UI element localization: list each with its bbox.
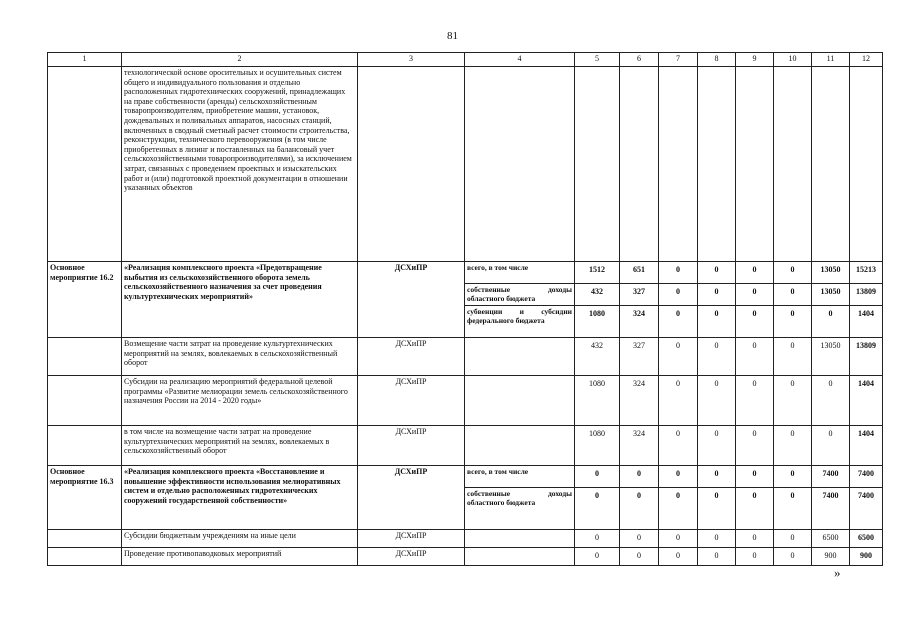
column-header: 3 xyxy=(358,53,465,67)
empty-cell xyxy=(358,67,465,262)
value-cell: 0 xyxy=(659,284,698,306)
value-cell: 432 xyxy=(575,284,620,306)
value-cell: 324 xyxy=(620,306,659,338)
funding-source xyxy=(465,466,575,488)
column-header: 12 xyxy=(850,53,883,67)
value-cell: 0 xyxy=(774,466,812,488)
executor: ДСХиПР xyxy=(358,466,465,530)
value-cell: 0 xyxy=(620,488,659,530)
empty-cell xyxy=(48,338,122,376)
value-cell: 0 xyxy=(812,376,850,426)
value-cell: 0 xyxy=(774,262,812,284)
funding-source-line: областного бюджета xyxy=(467,498,536,507)
value-cell: 15213 xyxy=(850,262,883,284)
value-cell: 1404 xyxy=(850,306,883,338)
header-row xyxy=(48,53,883,67)
value-cell: 0 xyxy=(659,466,698,488)
empty-cell xyxy=(659,67,698,262)
value-cell: 0 xyxy=(659,376,698,426)
value-cell: 0 xyxy=(736,338,774,376)
budget-table xyxy=(47,52,883,566)
closing-quote: » xyxy=(834,565,841,580)
executor: ДСХиПР xyxy=(358,338,465,376)
value-cell: 0 xyxy=(812,426,850,466)
column-header: 6 xyxy=(620,53,659,67)
empty-cell xyxy=(465,67,575,262)
value-cell: 0 xyxy=(736,426,774,466)
table-row xyxy=(48,376,883,426)
value-cell: 0 xyxy=(575,488,620,530)
value-cell: 0 xyxy=(774,488,812,530)
funding-source-line: субвенции и субсидии xyxy=(467,307,572,316)
executor: ДСХиПР xyxy=(358,262,465,338)
activity-title: «Реализация комплексного проекта «Восстановление и повышение эффективности использования мелиоративных систем и отдельно расположенных гидротехнических сооружений государственной собственности» xyxy=(122,466,358,530)
empty-cell xyxy=(48,376,122,426)
value-cell: 0 xyxy=(736,262,774,284)
column-header: 4 xyxy=(465,53,575,67)
empty-cell xyxy=(465,426,575,466)
value-cell: 0 xyxy=(774,530,812,548)
value-cell: 0 xyxy=(659,338,698,376)
value-cell: 0 xyxy=(698,548,736,566)
value-cell: 327 xyxy=(620,338,659,376)
funding-source-line: областного бюджета xyxy=(467,294,536,303)
executor: ДСХиПР xyxy=(358,548,465,566)
value-cell: 0 xyxy=(698,488,736,530)
empty-cell xyxy=(48,426,122,466)
value-cell: 900 xyxy=(850,548,883,566)
funding-source-line: всего, в том числе xyxy=(467,467,529,476)
value-cell: 0 xyxy=(736,376,774,426)
value-cell: 900 xyxy=(812,548,850,566)
value-cell: 7400 xyxy=(850,466,883,488)
funding-source xyxy=(465,284,575,306)
value-cell: 0 xyxy=(774,548,812,566)
value-cell: 0 xyxy=(774,426,812,466)
table-row xyxy=(48,426,883,466)
value-cell: 0 xyxy=(698,426,736,466)
value-cell: 0 xyxy=(698,262,736,284)
table-row xyxy=(48,530,883,548)
value-cell: 651 xyxy=(620,262,659,284)
activity-title: «Реализация комплексного проекта «Предотвращение выбытия из сельскохозяйственного оборота земель сельскохозяйственного назначения за счет проведения культуртехнических мероприятий» xyxy=(122,262,358,338)
empty-cell xyxy=(774,67,812,262)
item-text: Проведение противопаводковых мероприятий xyxy=(122,548,358,566)
value-cell: 7400 xyxy=(850,488,883,530)
funding-source-line: всего, в том числе xyxy=(467,263,529,272)
funding-source xyxy=(465,306,575,338)
value-cell: 0 xyxy=(659,426,698,466)
empty-cell xyxy=(620,67,659,262)
empty-cell xyxy=(48,67,122,262)
value-cell: 0 xyxy=(659,530,698,548)
value-cell: 0 xyxy=(774,338,812,376)
value-cell: 0 xyxy=(575,548,620,566)
value-cell: 0 xyxy=(698,284,736,306)
column-header: 2 xyxy=(122,53,358,67)
funding-source-line: собственные доходы xyxy=(467,285,572,294)
empty-cell xyxy=(465,530,575,548)
column-header: 11 xyxy=(812,53,850,67)
item-text: в том числе на возмещение части затрат на проведение культуртехнических мероприятий на землях, вовлекаемых в сельскохозяйственный оборот xyxy=(122,426,358,466)
column-header: 8 xyxy=(698,53,736,67)
table-row xyxy=(48,262,883,284)
funding-source-line: собственные доходы xyxy=(467,489,572,498)
table-row xyxy=(48,548,883,566)
value-cell: 0 xyxy=(620,548,659,566)
table-row xyxy=(48,466,883,488)
column-header: 10 xyxy=(774,53,812,67)
executor: ДСХиПР xyxy=(358,376,465,426)
value-cell: 1080 xyxy=(575,426,620,466)
empty-cell xyxy=(850,67,883,262)
empty-cell xyxy=(812,67,850,262)
value-cell: 0 xyxy=(812,306,850,338)
continuation-text: технологической основе оросительных и осушительных систем общего и индивидуального пользования и отдельно расположенных гидротехнических сооружений, принадлежащих на праве собственности (аренды) сельскохозяйственным товаропроизводителям, приобретение машин, установок, дождевальных и поливальных аппаратов, насосных станций, включенных в сводный сметный расчет стоимости строительства, реконструкции, технического перевооружения (в том числе приобретенных в лизинг и поставленных на балансовый учет сельскохозяйственными товаропроизводителями), за исключением затрат, связанных с проведением проектных и изыскательских работ и (или) подготовкой проектной документации в отношении указанных объектов xyxy=(122,67,358,262)
value-cell: 0 xyxy=(736,530,774,548)
value-cell: 0 xyxy=(736,466,774,488)
activity-label: Основное мероприятие 16.2 xyxy=(48,262,122,338)
value-cell: 0 xyxy=(659,306,698,338)
value-cell: 0 xyxy=(698,338,736,376)
value-cell: 0 xyxy=(736,306,774,338)
value-cell: 1512 xyxy=(575,262,620,284)
value-cell: 0 xyxy=(774,284,812,306)
value-cell: 1080 xyxy=(575,376,620,426)
value-cell: 6500 xyxy=(850,530,883,548)
value-cell: 0 xyxy=(620,530,659,548)
empty-cell xyxy=(465,548,575,566)
empty-cell xyxy=(465,376,575,426)
value-cell: 0 xyxy=(698,306,736,338)
value-cell: 0 xyxy=(698,376,736,426)
value-cell: 0 xyxy=(774,306,812,338)
item-text: Субсидии на реализацию мероприятий федеральной целевой программы «Развитие мелиорации земель сельскохозяйственного назначения России на 2014 - 2020 годы» xyxy=(122,376,358,426)
empty-cell xyxy=(465,338,575,376)
value-cell: 327 xyxy=(620,284,659,306)
value-cell: 324 xyxy=(620,376,659,426)
column-header: 7 xyxy=(659,53,698,67)
value-cell: 0 xyxy=(698,466,736,488)
item-text: Возмещение части затрат на проведение культуртехнических мероприятий на землях, вовлекаемых в сельскохозяйственный оборот xyxy=(122,338,358,376)
value-cell: 13050 xyxy=(812,284,850,306)
value-cell: 13809 xyxy=(850,284,883,306)
value-cell: 7400 xyxy=(812,488,850,530)
column-header: 9 xyxy=(736,53,774,67)
value-cell: 0 xyxy=(659,262,698,284)
value-cell: 0 xyxy=(736,284,774,306)
value-cell: 0 xyxy=(659,548,698,566)
funding-source xyxy=(465,488,575,530)
activity-label: Основное мероприятие 16.3 xyxy=(48,466,122,530)
value-cell: 432 xyxy=(575,338,620,376)
value-cell: 13809 xyxy=(850,338,883,376)
value-cell: 0 xyxy=(659,488,698,530)
value-cell: 0 xyxy=(774,376,812,426)
executor: ДСХиПР xyxy=(358,426,465,466)
value-cell: 0 xyxy=(620,466,659,488)
value-cell: 1080 xyxy=(575,306,620,338)
value-cell: 324 xyxy=(620,426,659,466)
value-cell: 13050 xyxy=(812,262,850,284)
executor: ДСХиПР xyxy=(358,530,465,548)
value-cell: 13050 xyxy=(812,338,850,376)
empty-cell xyxy=(698,67,736,262)
funding-source-line: федерального бюджета xyxy=(467,316,545,325)
value-cell: 0 xyxy=(736,548,774,566)
value-cell: 1404 xyxy=(850,376,883,426)
value-cell: 7400 xyxy=(812,466,850,488)
value-cell: 0 xyxy=(736,488,774,530)
value-cell: 0 xyxy=(575,530,620,548)
value-cell: 1404 xyxy=(850,426,883,466)
funding-source xyxy=(465,262,575,284)
empty-cell xyxy=(48,530,122,548)
empty-cell xyxy=(48,548,122,566)
table-row xyxy=(48,67,883,262)
value-cell: 0 xyxy=(575,466,620,488)
empty-cell xyxy=(575,67,620,262)
page-number: 81 xyxy=(447,30,458,42)
empty-cell xyxy=(736,67,774,262)
value-cell: 6500 xyxy=(812,530,850,548)
value-cell: 0 xyxy=(698,530,736,548)
column-header: 5 xyxy=(575,53,620,67)
column-header: 1 xyxy=(48,53,122,67)
item-text: Субсидии бюджетным учреждениям на иные цели xyxy=(122,530,358,548)
table-row xyxy=(48,338,883,376)
